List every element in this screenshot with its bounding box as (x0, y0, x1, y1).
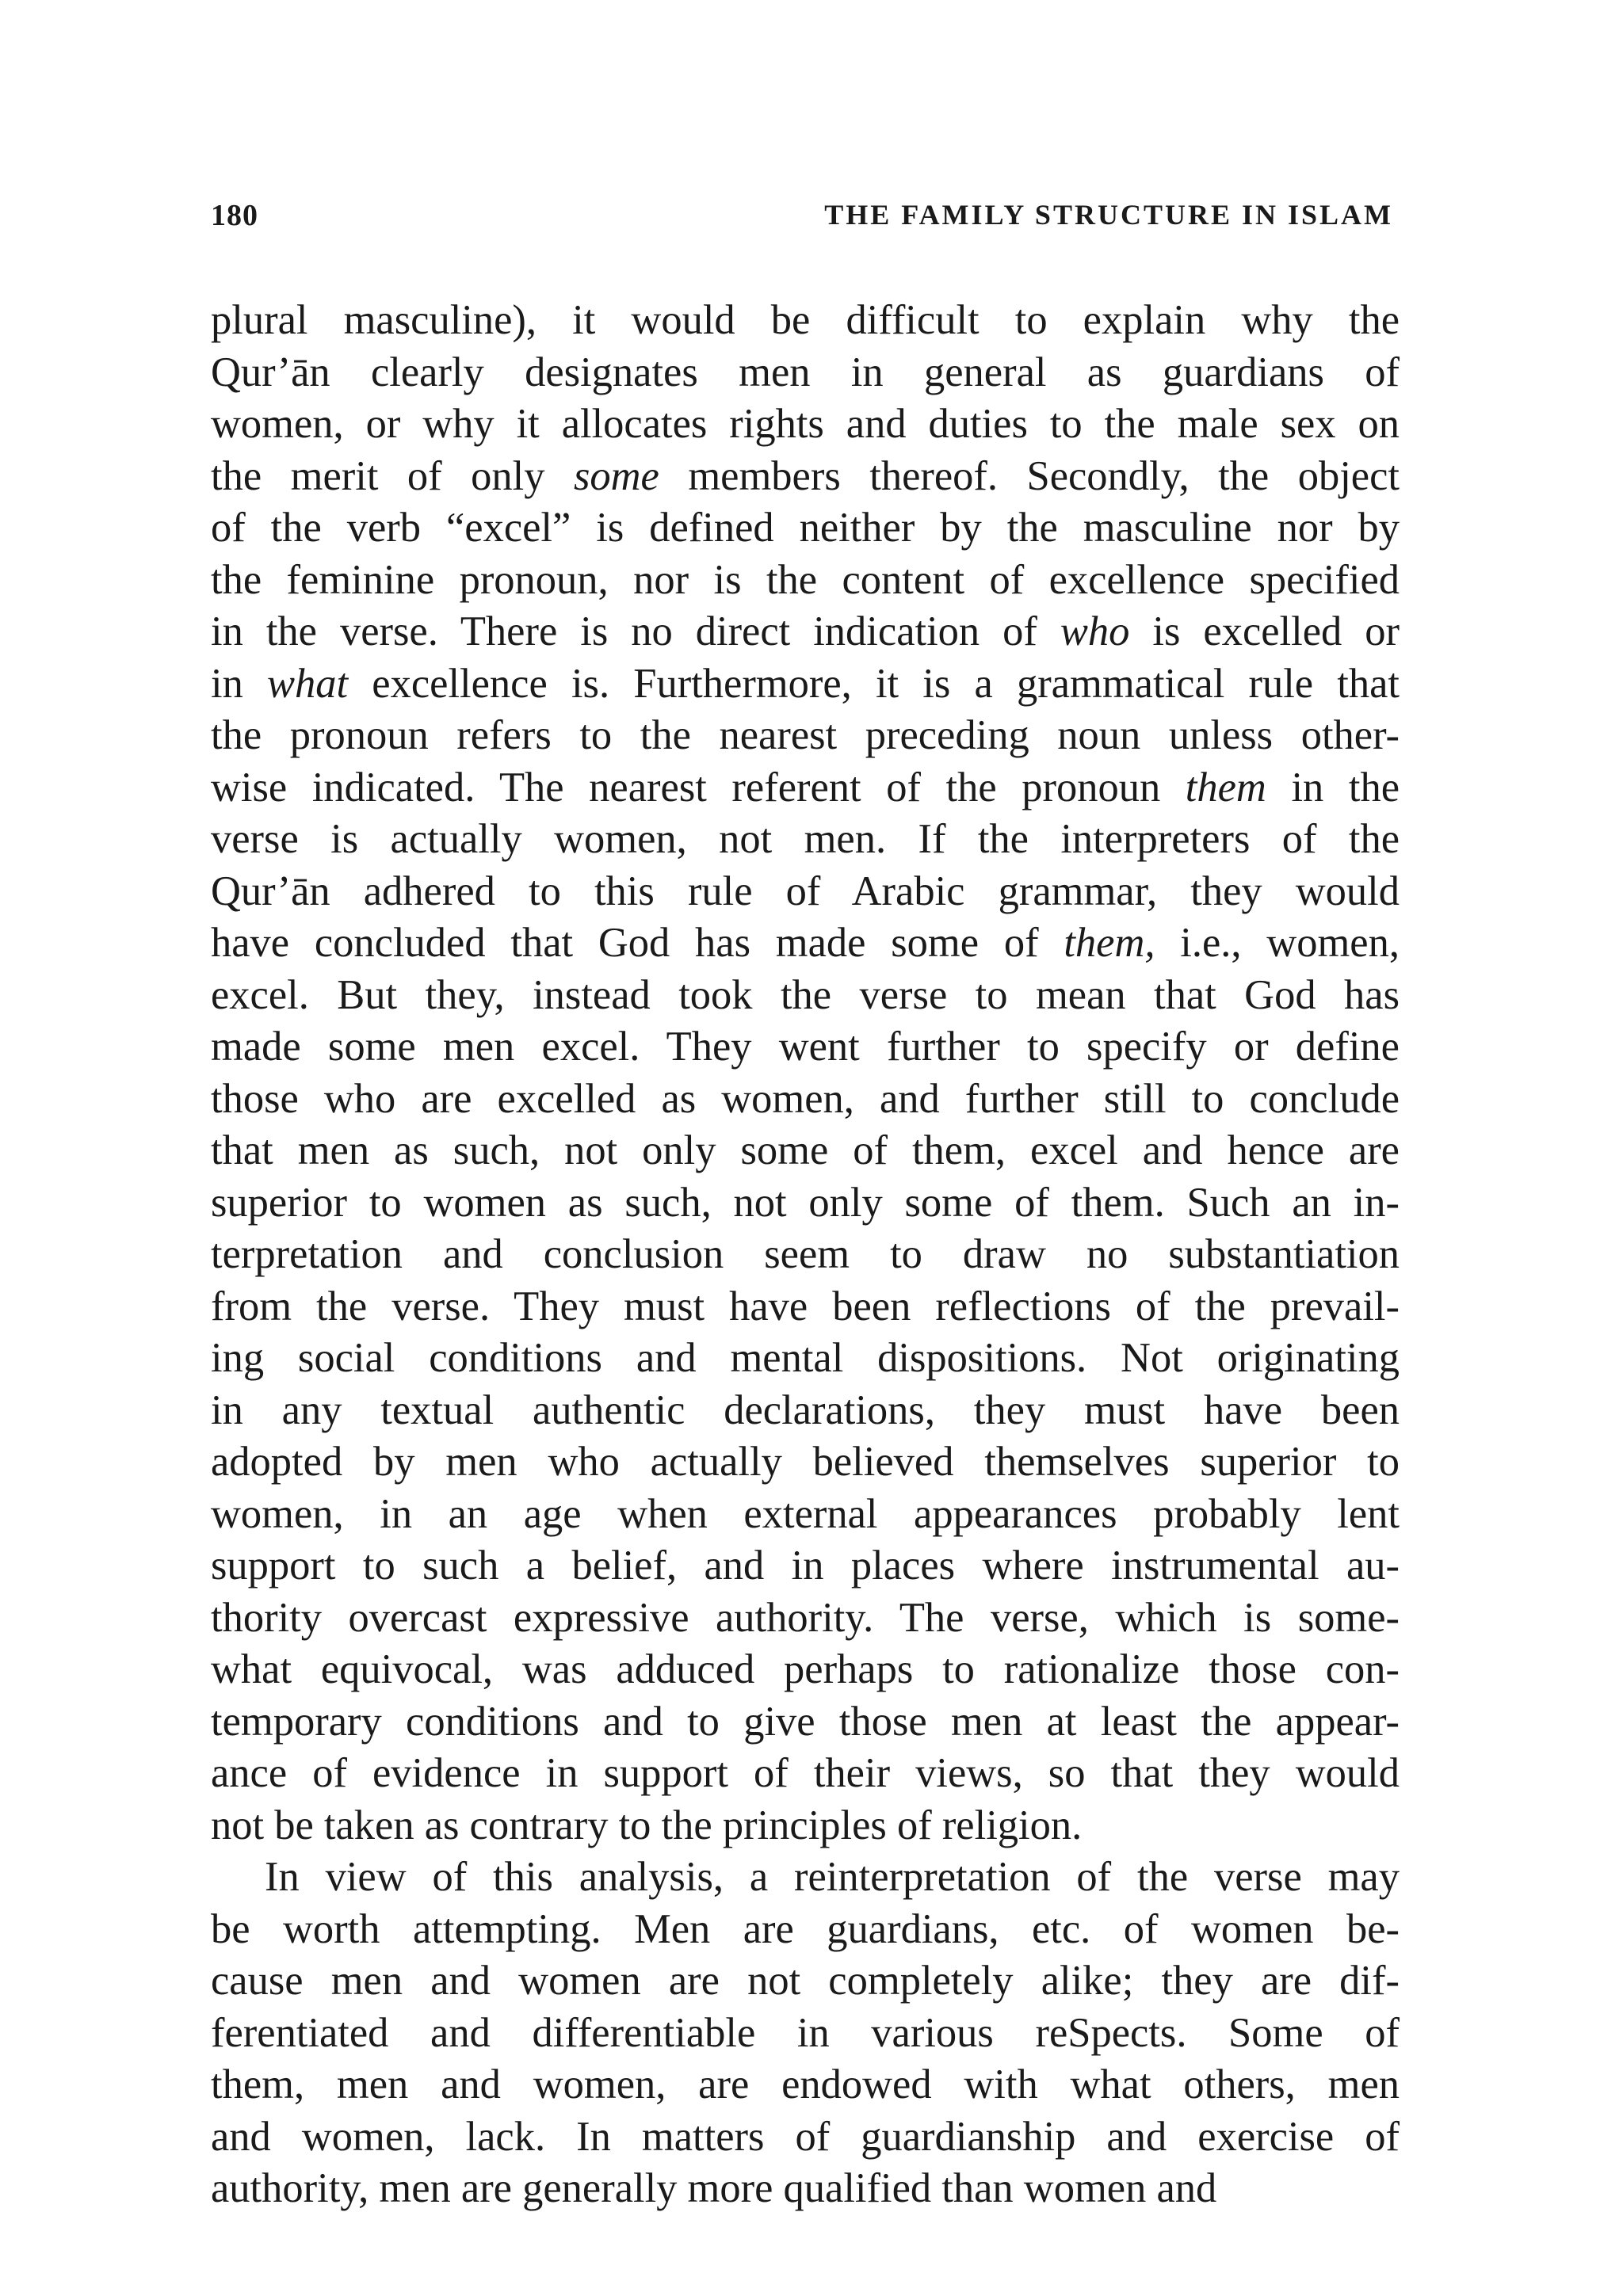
text-line (211, 1177, 1400, 1230)
text-line (211, 1436, 1400, 1489)
text-line (211, 606, 1400, 658)
text-run: ferentiated and differentiable in various reSpects. Some of (211, 2009, 1400, 2056)
text-run: from the verse. They must have been reflections of the prevail- (211, 1283, 1400, 1329)
text-run: authority, men are generally more qualified than women and (211, 2165, 1217, 2211)
text-run: superior to women as such, not only some of them. Such an in- (211, 1179, 1400, 1226)
text-run: those who are excelled as women, and further still to conclude (211, 1075, 1400, 1122)
text-line (211, 399, 1400, 451)
text-line (211, 451, 1400, 503)
text-line (211, 1748, 1400, 1800)
text-run: the merit of only (211, 452, 574, 499)
emphasized-text: what (267, 660, 349, 707)
emphasized-text: them (1185, 764, 1266, 810)
text-run: excellence is. Furthermore, it is a grammatical rule that (348, 660, 1400, 707)
text-line (211, 1955, 1400, 2008)
text-run: not be taken as contrary to the principles of religion. (211, 1802, 1083, 1848)
text-run: temporary conditions and to give those men at least the appear- (211, 1698, 1400, 1745)
text-line (211, 970, 1400, 1022)
text-run: Qur’ān adhered to this rule of Arabic grammar, they would (211, 868, 1400, 914)
text-run: and women, lack. In matters of guardianship and exercise of (211, 2113, 1400, 2160)
text-line (211, 1074, 1400, 1126)
text-line (211, 710, 1400, 762)
text-line (211, 1592, 1400, 1645)
text-line (211, 1540, 1400, 1592)
text-run: plural masculine), it would be difficult to explain why the (211, 297, 1400, 343)
text-line (211, 1489, 1400, 1541)
text-run: women, or why it allocates rights and duties to the male sex on (211, 401, 1400, 447)
text-run: women, in an age when external appearances probably lent (211, 1490, 1400, 1537)
text-line (211, 917, 1400, 970)
text-run: in (211, 660, 268, 707)
text-line (211, 1696, 1400, 1749)
text-run: thority overcast expressive authority. The verse, which is some- (211, 1594, 1400, 1641)
text-run: terpretation and conclusion seem to draw no substantiation (211, 1231, 1400, 1277)
text-run: the pronoun refers to the nearest preceding noun unless other- (211, 712, 1400, 758)
text-line (211, 2111, 1400, 2164)
text-run: the feminine pronoun, nor is the content of excellence specified (211, 556, 1400, 603)
text-run: verse is actually women, not men. If the interpreters of the (211, 816, 1400, 862)
text-run: that men as such, not only some of them, excel and hence are (211, 1127, 1400, 1173)
text-line (211, 347, 1400, 399)
text-run: members thereof. Secondly, the object (659, 452, 1400, 499)
text-line (211, 762, 1400, 814)
text-run: them, men and women, are endowed with what others, men (211, 2061, 1400, 2107)
text-run: support to such a belief, and in places where instrumental au- (211, 1543, 1400, 1589)
text-line (211, 295, 1400, 347)
emphasized-text: who (1060, 608, 1130, 654)
text-line (211, 814, 1400, 866)
text-run: of the verb “excel” is defined neither by the masculine nor by (211, 505, 1400, 551)
text-run: be worth attempting. Men are guardians, etc. of women be- (211, 1905, 1400, 1952)
text-line (211, 1021, 1400, 1074)
text-line (211, 555, 1400, 607)
text-line (211, 502, 1400, 555)
text-run: in the (1266, 764, 1400, 810)
text-run: In view of this analysis, a reinterpretation of the verse may (265, 1854, 1400, 1900)
text-line (211, 1281, 1400, 1333)
text-run: ance of evidence in support of their views, so that they would (211, 1750, 1400, 1796)
text-run: what equivocal, was adduced perhaps to rationalize those con- (211, 1646, 1400, 1692)
text-run: cause men and women are not completely alike; they are dif- (211, 1958, 1400, 2004)
emphasized-text: them, (1064, 920, 1155, 966)
text-line (211, 1125, 1400, 1177)
paragraph (211, 295, 1400, 1852)
text-run: made some men excel. They went further to specify or define (211, 1024, 1400, 1070)
text-line (211, 1852, 1400, 1904)
text-line (211, 1644, 1400, 1696)
text-line (211, 2059, 1400, 2111)
text-run: is excelled or (1129, 608, 1400, 654)
text-line (211, 2163, 1400, 2215)
text-run: Qur’ān clearly designates men in general as guardians of (211, 349, 1400, 395)
text-run: wise indicated. The nearest referent of the pronoun (211, 764, 1186, 810)
text-line (211, 1333, 1400, 1385)
emphasized-text: some (573, 452, 659, 499)
text-run: in any textual authentic declarations, they must have been (211, 1386, 1400, 1433)
text-line (211, 1904, 1400, 1956)
text-run: ing social conditions and mental dispositions. Not originating (211, 1335, 1400, 1381)
text-line (211, 866, 1400, 918)
text-run: i.e., women, (1155, 920, 1400, 966)
running-head (211, 198, 1393, 246)
text-line (211, 658, 1400, 711)
text-line (211, 2008, 1400, 2060)
text-line (211, 1385, 1400, 1437)
text-line (211, 1800, 1400, 1852)
text-run: adopted by men who actually believed themselves superior to (211, 1439, 1400, 1485)
body-text (211, 295, 1400, 2215)
text-run: in the verse. There is no direct indication of (211, 608, 1060, 654)
running-title: THE FAMILY STRUCTURE IN ISLAM (824, 199, 1393, 231)
paragraph (211, 1852, 1400, 2215)
text-run: excel. But they, instead took the verse to mean that God has (211, 971, 1400, 1018)
page-number: 180 (211, 199, 258, 232)
text-line (211, 1229, 1400, 1281)
text-run: have concluded that God has made some of (211, 920, 1064, 966)
